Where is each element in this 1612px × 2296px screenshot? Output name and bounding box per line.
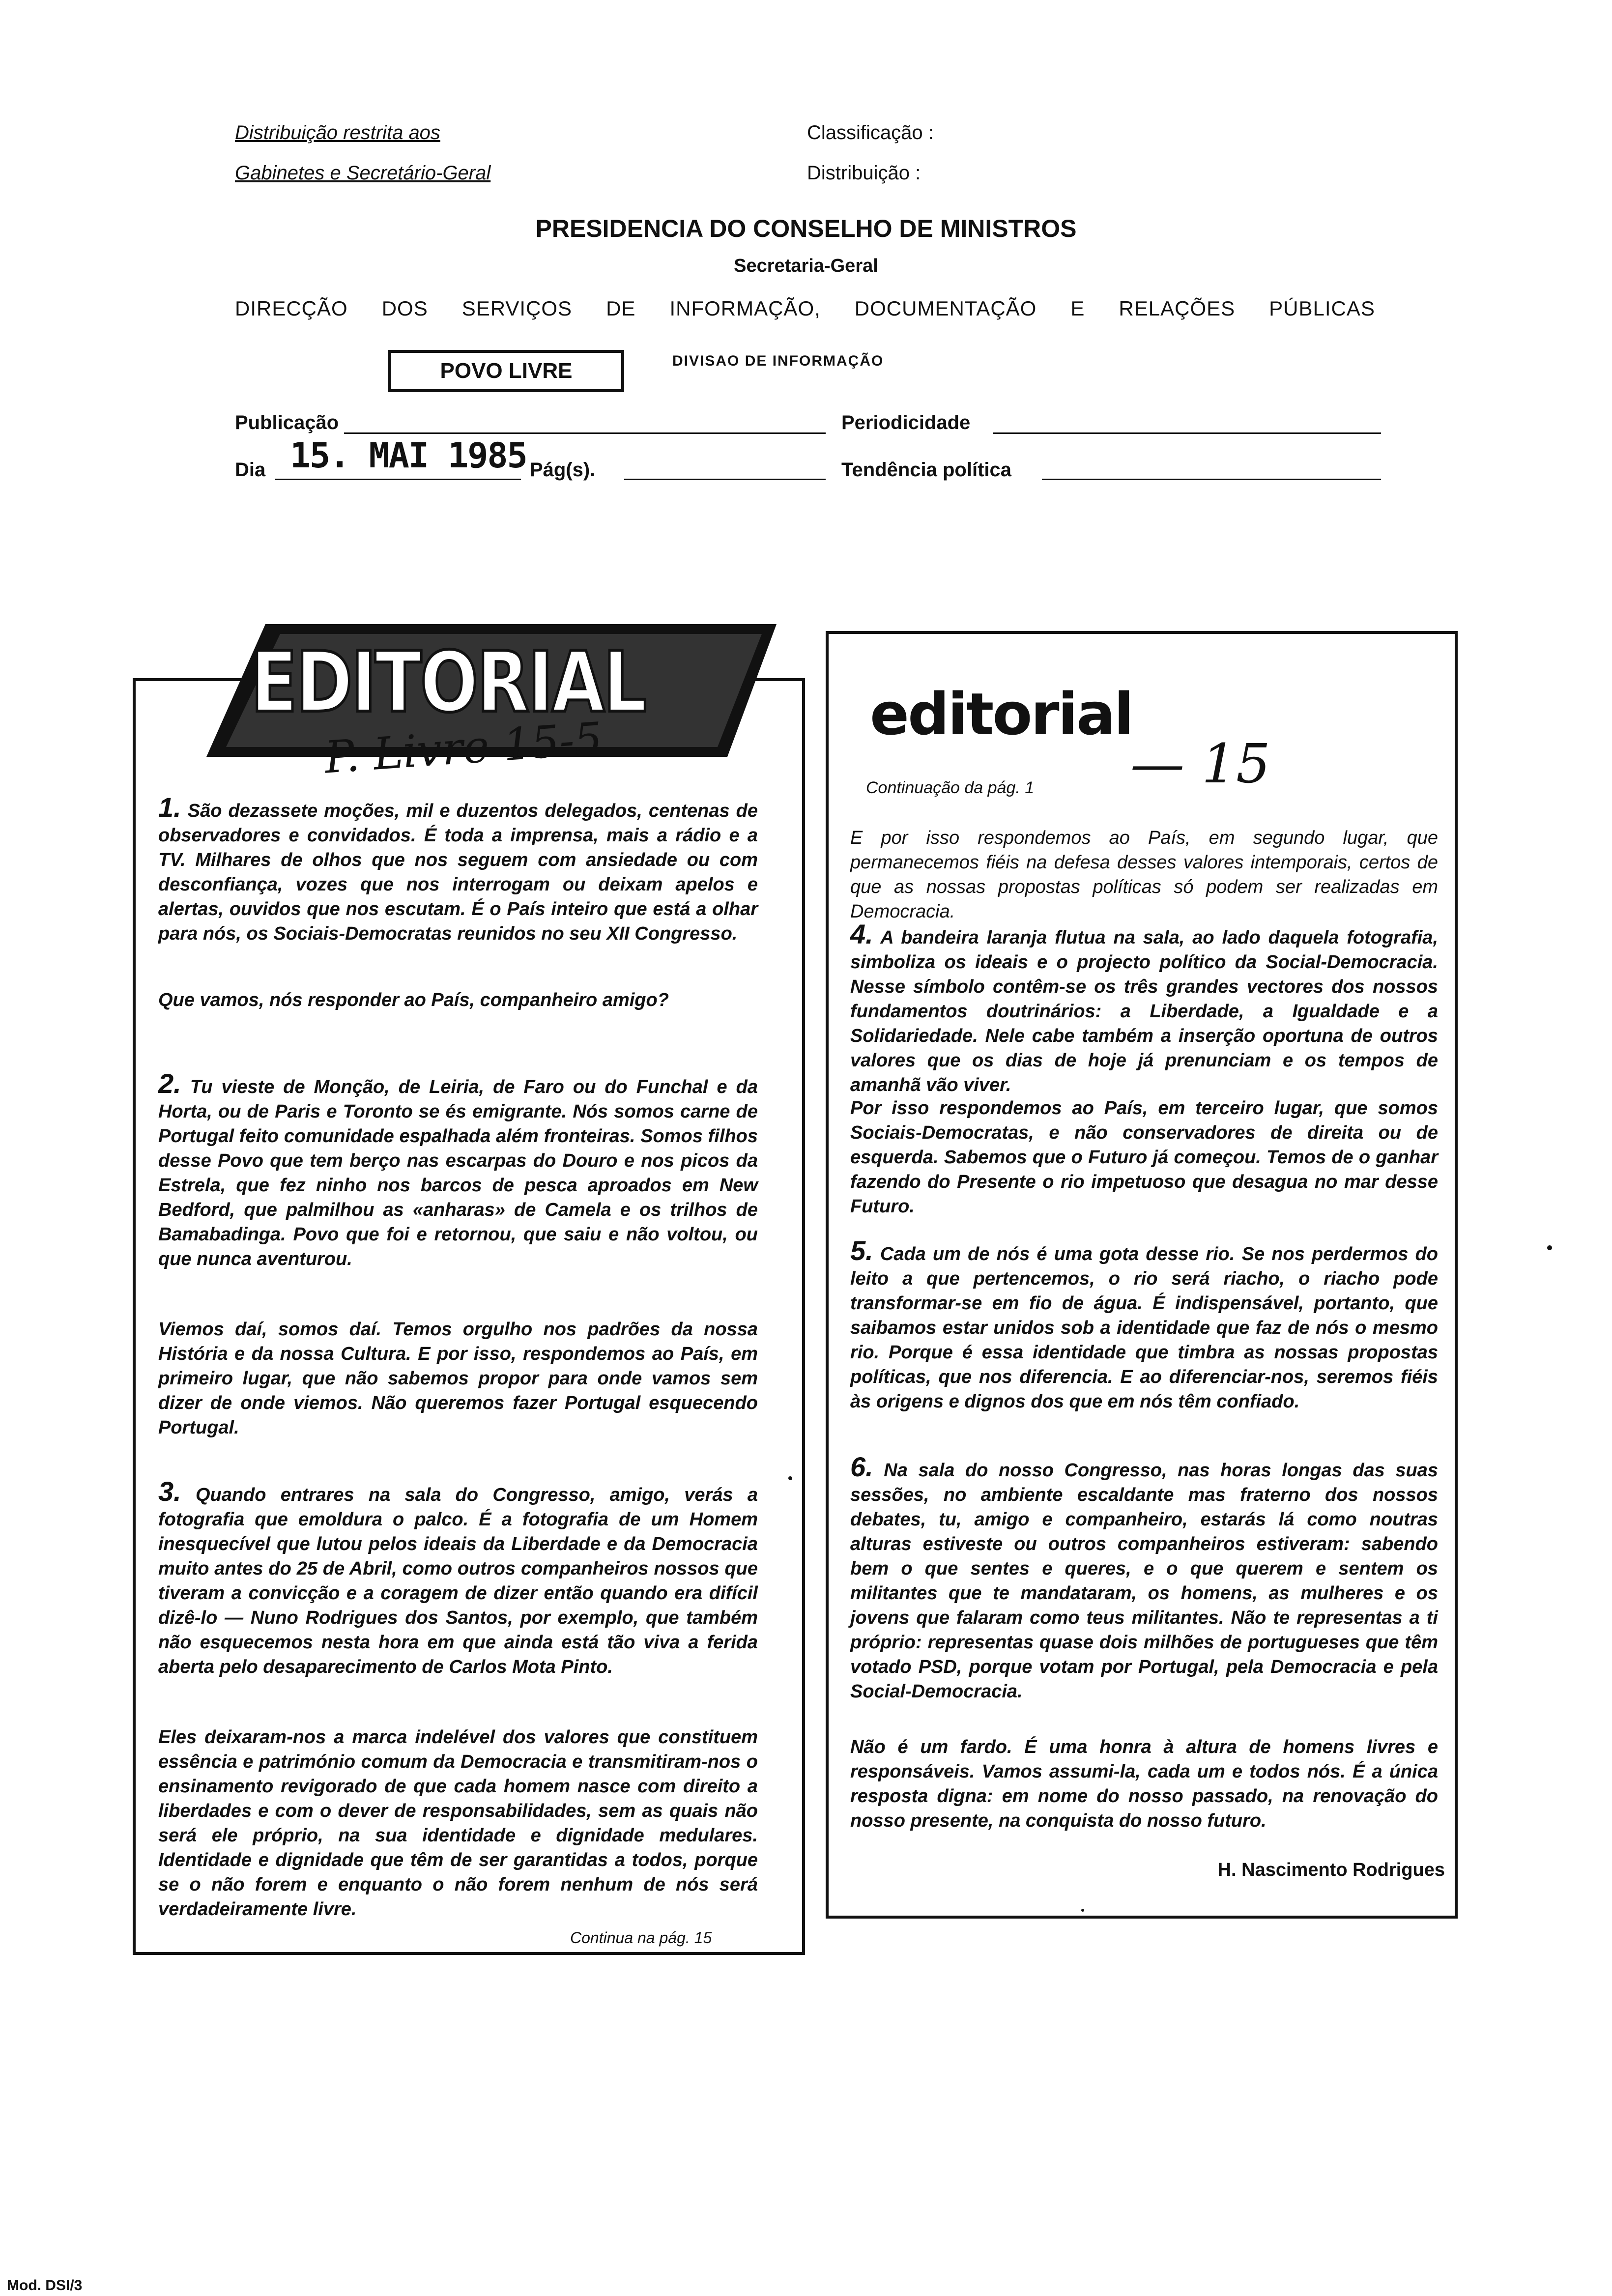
- direccao-word: SERVIÇOS: [461, 297, 573, 320]
- left-paragraph-2: [158, 1068, 758, 1271]
- direccao-word: INFORMAÇÃO,: [669, 297, 821, 320]
- paragraph-number: 3.: [158, 1476, 181, 1507]
- paragraph-text: Cada um de nós é uma gota desse rio. Se nos perdermos do leito a que pertencemos, o rio será riacho, o riacho pode transformar-se em fio de água. É indispensável, portanto, que saibamos estar unidos sob a identidade que faz de nós o mesmo rio. Porque é essa identidade que timbra as nossas propostas políticas, que nos diferencia. E ao diferenciar-nos, seremos fiéis às origens e dignos dos que em nós têm confiado.: [850, 1244, 1438, 1412]
- photocopy-speck: [788, 1476, 792, 1480]
- form-code: Mod. DSI/3: [7, 2277, 83, 2294]
- date-stamp: 15. MAI 1985: [290, 435, 527, 476]
- divisao-label: DIVISAO DE INFORMAÇÃO: [672, 353, 884, 369]
- tendencia-label: Tendência política: [841, 459, 1011, 481]
- handwritten-note-left: P. Livre 15-5: [323, 713, 604, 784]
- distribution-note-line2: Gabinetes e Secretário-Geral: [235, 162, 491, 184]
- editorial-banner-title: EDITORIAL: [251, 634, 645, 731]
- paragraph-text: Tu vieste de Monção, de Leiria, de Faro ou do Funchal e da Horta, ou de Paris e Toronto se és emigrante. Nós somos carne de Portugal feito comunidade espalhada além fronteiras. Somos filhos desse Povo que tem berço nas escarpas do Douro e nos picos da Estrela, que fez ninho nos barcos de pesca aproados em New Bedford, que palmilhou as «anharas» de Camela e os trilhos de Bamabadinga. Povo que foi e retornou, que saiu e não voltou, ou que nunca aventurou.: [158, 1077, 758, 1269]
- pags-label: Pág(s).: [530, 459, 596, 481]
- direccao-word: DIRECÇÃO: [235, 297, 348, 320]
- right-paragraph-6b: Não é um fardo. É uma honra à altura de homens livres e responsáveis. Vamos assumi-la, cada um e todos nós. É a única resposta digna: em nome do nosso passado, na renovação do nosso presente, na conquista do nosso futuro.: [850, 1737, 1438, 1831]
- left-paragraph-1: [158, 792, 758, 946]
- dia-label: Dia: [235, 459, 266, 481]
- left-paragraph-1b: Que vamos, nós responder ao País, companheiro amigo?: [158, 990, 669, 1010]
- direccao-word: DOS: [381, 297, 428, 320]
- pags-line: [624, 479, 826, 480]
- direccao-word: DOCUMENTAÇÃO: [854, 297, 1037, 320]
- paragraph-number: 1.: [158, 792, 181, 823]
- distribuicao-label: Distribuição :: [807, 162, 921, 184]
- right-paragraph-6: [850, 1451, 1438, 1704]
- paragraph-text: São dezassete moções, mil e duzentos delegados, centenas de observadores e convidados. É toda a imprensa, mais a rádio e a TV. Milhares de olhos que nos seguem com ansiedade ou com desconfiança, vozes que nos interrogam ou deixam apelos e alertas, ouvidos que nos escutam. É o País inteiro que está a olhar para nós, os Sociais-Democratas reunidos no seu XII Congresso.: [158, 801, 758, 944]
- photocopy-speck: [1547, 1245, 1552, 1250]
- page-title: PRESIDENCIA DO CONSELHO DE MINISTROS: [535, 215, 1077, 242]
- direccao-word: DE: [606, 297, 636, 320]
- periodicidade-label: Periodicidade: [841, 412, 971, 433]
- right-paragraph-5: [850, 1235, 1438, 1414]
- tendencia-line: [1042, 479, 1381, 480]
- publicacao-line: [344, 432, 826, 434]
- right-paragraph-4b: Por isso respondemos ao País, em terceiro lugar, que somos Sociais-Democratas, e não conservadores de direita ou de esquerda. Sabemos que o Futuro já começou. Temos de o ganhar fazendo do Presente o rio impetuoso que desagua no mar desse Futuro.: [850, 1098, 1438, 1217]
- paragraph-number: 6.: [850, 1451, 873, 1482]
- photocopy-speck: [1081, 1909, 1084, 1912]
- left-paragraph-3b: Eles deixaram-nos a marca indelével dos valores que constituem essência e património comum da Democracia e transmitiram-nos o ensinamento revigorado de que cada homem nasce com direito a liberdades e com o dever de responsabilidades, sem as quais não será ele próprio, na sua identidade e dignidade medulares. Identidade e dignidade que têm de ser garantidas a todos, porque se o não forem e enquanto o não forem nenhum de nós será verdadeiramente livre.: [158, 1727, 758, 1920]
- dia-line: [275, 479, 521, 480]
- left-paragraph-3: [158, 1476, 758, 1679]
- direccao-word: PÚBLICAS: [1269, 297, 1375, 320]
- right-paragraph-0: E por isso respondemos ao País, em segundo lugar, que permanecemos fiéis na defesa desses valores intemporais, certos de que as nossas propostas políticas só podem ser realizadas em Democracia.: [850, 828, 1438, 922]
- periodicidade-line: [993, 432, 1381, 434]
- author-signature: H. Nascimento Rodrigues: [1217, 1860, 1445, 1880]
- paragraph-text: Na sala do nosso Congresso, nas horas longas das suas sessões, no ambiente escaldante mas fraterno dos nossos debates, tu, amigo e companheiro, estarás lá como noutras alturas estiveste ou outros companheiros estiveram: sabendo bem o que sentes e queres, e o que querem e sentem os militantes que te mandataram, os homens, as mulheres e os jovens que falaram como teus militantes. Não te representas a ti próprio: representas quase dois milhões de portugueses que têm votado PSD, porque votam por Portugal, pela Democracia e pela Social-Democracia.: [850, 1460, 1438, 1702]
- direccao-word: E: [1070, 297, 1085, 320]
- continuacao-note: Continuação da pág. 1: [866, 778, 1035, 797]
- paragraph-text: A bandeira laranja flutua na sala, ao lado daquela fotografia, simboliza os ideais e o projecto político da Social-Democracia. Nesse símbolo contêm-se os três grandes vectores dos nossos fundamentos doutrinários: a Liberdade, a Igualdade e a Solidariedade. Nele cabe também a inserção oportuna de outros valores que os dias de hoje já prenunciam e os tempos de amanhã vão viver.: [850, 927, 1438, 1095]
- publicacao-label: Publicação: [235, 412, 339, 433]
- distribution-note-line1: Distribuição restrita aos: [235, 122, 440, 144]
- page-subtitle: Secretaria-Geral: [734, 256, 878, 276]
- paragraph-text: Quando entrares na sala do Congresso, amigo, verás a fotografia que emoldura o palco. É a fotografia de um Homem inesquecível que lutou pelos ideais da Liberdade e da Democracia muito antes do 25 de Abril, como outros companheiros nossos que tiveram a convicção e a coragem de dizer então quando era difícil dizê-lo — Nuno Rodrigues dos Santos, por exemplo, que também não esquecemos nesta hora em que ainda está tão viva a ferida aberta pelo desaparecimento de Carlos Mota Pinto.: [158, 1485, 758, 1677]
- povo-livre-stamp: POVO LIVRE: [388, 350, 624, 392]
- direccao-line: [235, 297, 1375, 320]
- continua-note: Continua na pág. 15: [570, 1929, 712, 1947]
- editorial-title-right: editorial: [870, 680, 1133, 748]
- paragraph-number: 4.: [850, 918, 873, 949]
- handwritten-note-right: — 15: [1130, 732, 1270, 795]
- paragraph-number: 5.: [850, 1235, 873, 1266]
- left-paragraph-2b: Viemos daí, somos daí. Temos orgulho nos padrões da nossa História e da nossa Cultura. E por isso, respondemos ao País, em primeiro lugar, que não sabemos propor para onde vamos sem dizer de onde viemos. Não queremos fazer Portugal esquecendo Portugal.: [158, 1319, 758, 1438]
- direccao-word: RELAÇÕES: [1119, 297, 1236, 320]
- classificacao-label: Classificação :: [807, 122, 934, 144]
- paragraph-number: 2.: [158, 1068, 181, 1099]
- right-paragraph-4: [850, 918, 1438, 1097]
